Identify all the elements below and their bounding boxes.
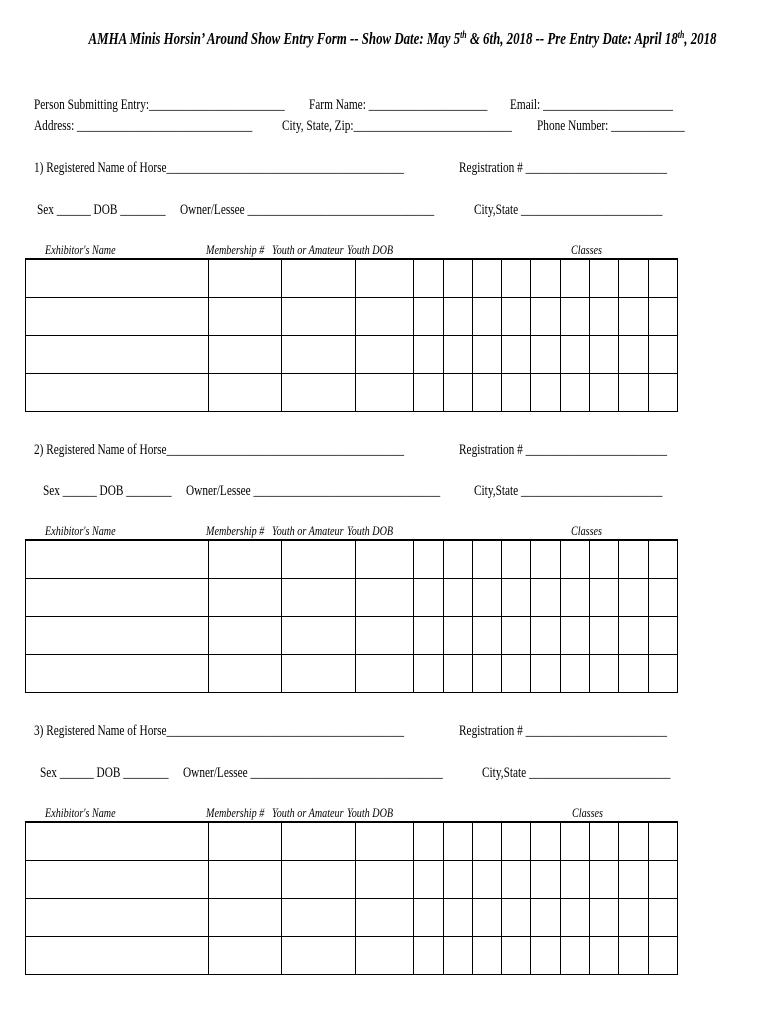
header-exhibitor-name: Exhibitor's Name: [45, 805, 116, 820]
table-row: [26, 259, 678, 298]
class-cell[interactable]: [414, 655, 443, 693]
class-cell[interactable]: [560, 822, 589, 861]
class-cell[interactable]: [648, 336, 677, 374]
class-cell[interactable]: [443, 861, 472, 899]
class-cell[interactable]: [502, 937, 531, 975]
class-cell[interactable]: [648, 655, 677, 693]
header-classes: Classes: [571, 242, 602, 257]
class-cell[interactable]: [619, 822, 648, 861]
class-cell[interactable]: [472, 861, 501, 899]
youth-dob-cell[interactable]: [355, 336, 414, 374]
class-cell[interactable]: [443, 540, 472, 579]
table-row: [26, 617, 678, 655]
header-classes: Classes: [571, 523, 602, 538]
table-row: [26, 861, 678, 899]
class-cell[interactable]: [590, 822, 619, 861]
class-cell[interactable]: [619, 259, 648, 298]
class-cell[interactable]: [590, 298, 619, 336]
class-cell[interactable]: [414, 822, 443, 861]
header-exhibitor-name: Exhibitor's Name: [45, 523, 116, 538]
sex-dob-field[interactable]: Sex ______ DOB ________: [43, 483, 172, 499]
class-cell[interactable]: [531, 298, 560, 336]
header-youth-amateur: Youth or Amateur: [272, 523, 344, 538]
class-cell[interactable]: [619, 336, 648, 374]
class-cell[interactable]: [443, 937, 472, 975]
table-row: [26, 298, 678, 336]
exhibitor-name-cell[interactable]: [26, 899, 209, 937]
class-cell[interactable]: [443, 259, 472, 298]
header-classes: Classes: [572, 805, 603, 820]
class-cell[interactable]: [531, 899, 560, 937]
class-cell[interactable]: [590, 259, 619, 298]
table-row: [26, 374, 678, 412]
class-cell[interactable]: [560, 937, 589, 975]
class-cell[interactable]: [414, 259, 443, 298]
class-cell[interactable]: [414, 336, 443, 374]
class-cell[interactable]: [531, 822, 560, 861]
class-cell[interactable]: [443, 336, 472, 374]
class-cell[interactable]: [590, 937, 619, 975]
class-cell[interactable]: [531, 540, 560, 579]
class-cell[interactable]: [502, 579, 531, 617]
youth-dob-cell[interactable]: [355, 822, 414, 861]
exhibitor-name-cell[interactable]: [26, 259, 209, 298]
class-cell[interactable]: [531, 617, 560, 655]
class-cell[interactable]: [502, 540, 531, 579]
membership-cell[interactable]: [209, 336, 282, 374]
sex-dob-field[interactable]: Sex ______ DOB ________: [37, 202, 166, 218]
membership-cell[interactable]: [209, 579, 282, 617]
class-cell[interactable]: [531, 937, 560, 975]
email-field[interactable]: Email: _______________________: [510, 97, 674, 113]
youth-amateur-cell[interactable]: [282, 259, 355, 298]
class-cell[interactable]: [619, 374, 648, 412]
owner-lessee-field[interactable]: Owner/Lessee __________________________________: [183, 765, 443, 781]
class-cell[interactable]: [472, 374, 501, 412]
youth-dob-cell[interactable]: [355, 937, 414, 975]
exhibitor-name-cell[interactable]: [26, 861, 209, 899]
youth-dob-cell[interactable]: [355, 259, 414, 298]
class-cell[interactable]: [502, 259, 531, 298]
class-cell[interactable]: [502, 822, 531, 861]
membership-cell[interactable]: [209, 861, 282, 899]
class-cell[interactable]: [648, 374, 677, 412]
youth-amateur-cell[interactable]: [282, 655, 355, 693]
youth-dob-cell[interactable]: [355, 655, 414, 693]
table-row: [26, 899, 678, 937]
class-cell[interactable]: [414, 861, 443, 899]
class-cell[interactable]: [560, 259, 589, 298]
class-cell[interactable]: [590, 861, 619, 899]
class-cell[interactable]: [414, 579, 443, 617]
class-cell[interactable]: [648, 579, 677, 617]
class-cell[interactable]: [502, 861, 531, 899]
owner-lessee-field[interactable]: Owner/Lessee _________________________________: [180, 202, 435, 218]
membership-cell[interactable]: [209, 259, 282, 298]
exhibitor-name-cell[interactable]: [26, 540, 209, 579]
membership-cell[interactable]: [209, 298, 282, 336]
youth-amateur-cell[interactable]: [282, 374, 355, 412]
class-cell[interactable]: [560, 298, 589, 336]
class-cell[interactable]: [502, 617, 531, 655]
city-state-zip-field[interactable]: City, State, Zip:____________________________: [282, 118, 512, 134]
exhibitor-name-cell[interactable]: [26, 937, 209, 975]
class-cell[interactable]: [502, 298, 531, 336]
class-cell[interactable]: [414, 937, 443, 975]
class-cell[interactable]: [414, 617, 443, 655]
class-cell[interactable]: [590, 374, 619, 412]
table-row: [26, 540, 678, 579]
header-youth-amateur: Youth or Amateur: [272, 242, 344, 257]
class-cell[interactable]: [648, 899, 677, 937]
youth-amateur-cell[interactable]: [282, 298, 355, 336]
youth-amateur-cell[interactable]: [282, 937, 355, 975]
youth-dob-cell[interactable]: [355, 374, 414, 412]
class-cell[interactable]: [590, 899, 619, 937]
class-cell[interactable]: [648, 937, 677, 975]
class-cell[interactable]: [619, 655, 648, 693]
exhibitor-name-cell[interactable]: [26, 336, 209, 374]
farm-name-field[interactable]: Farm Name: _____________________: [309, 97, 488, 113]
table-row: [26, 655, 678, 693]
registration-number-field[interactable]: Registration # _________________________: [459, 723, 667, 739]
class-cell[interactable]: [590, 540, 619, 579]
class-cell[interactable]: [619, 579, 648, 617]
registered-name-field[interactable]: 2) Registered Name of Horse__________________________________________: [34, 442, 405, 458]
header-membership: Membership #: [206, 523, 265, 538]
class-cell[interactable]: [648, 617, 677, 655]
exhibitor-table: [25, 821, 678, 975]
youth-amateur-cell[interactable]: [282, 579, 355, 617]
membership-cell[interactable]: [209, 822, 282, 861]
registration-number-field[interactable]: Registration # _________________________: [459, 442, 667, 458]
registered-name-field[interactable]: 3) Registered Name of Horse__________________________________________: [34, 723, 405, 739]
class-cell[interactable]: [472, 259, 501, 298]
class-cell[interactable]: [648, 861, 677, 899]
class-cell[interactable]: [560, 617, 589, 655]
class-cell[interactable]: [443, 374, 472, 412]
class-cell[interactable]: [443, 655, 472, 693]
exhibitor-table: [25, 258, 678, 412]
class-cell[interactable]: [560, 374, 589, 412]
class-cell[interactable]: [443, 899, 472, 937]
exhibitor-table: [25, 539, 678, 693]
table-row: [26, 336, 678, 374]
class-cell[interactable]: [590, 579, 619, 617]
header-membership: Membership #: [206, 805, 265, 820]
exhibitor-name-cell[interactable]: [26, 579, 209, 617]
class-cell[interactable]: [590, 617, 619, 655]
class-cell[interactable]: [472, 937, 501, 975]
youth-dob-cell[interactable]: [355, 540, 414, 579]
class-cell[interactable]: [560, 899, 589, 937]
youth-dob-cell[interactable]: [355, 617, 414, 655]
class-cell[interactable]: [560, 579, 589, 617]
class-cell[interactable]: [619, 861, 648, 899]
class-cell[interactable]: [590, 336, 619, 374]
class-cell[interactable]: [531, 374, 560, 412]
youth-amateur-cell[interactable]: [282, 861, 355, 899]
sex-dob-field[interactable]: Sex ______ DOB ________: [40, 765, 169, 781]
class-cell[interactable]: [619, 617, 648, 655]
class-cell[interactable]: [472, 336, 501, 374]
table-row: [26, 579, 678, 617]
phone-number-field[interactable]: Phone Number: _____________: [537, 118, 685, 134]
membership-cell[interactable]: [209, 937, 282, 975]
class-cell[interactable]: [414, 899, 443, 937]
class-cell[interactable]: [414, 298, 443, 336]
address-field[interactable]: Address: _______________________________: [34, 118, 253, 134]
youth-amateur-cell[interactable]: [282, 336, 355, 374]
class-cell[interactable]: [531, 579, 560, 617]
youth-amateur-cell[interactable]: [282, 899, 355, 937]
class-cell[interactable]: [472, 298, 501, 336]
table-row: [26, 937, 678, 975]
header-membership: Membership #: [206, 242, 265, 257]
class-cell[interactable]: [560, 336, 589, 374]
registration-number-field[interactable]: Registration # _________________________: [459, 160, 667, 176]
class-cell[interactable]: [443, 298, 472, 336]
person-submitting-field[interactable]: Person Submitting Entry:________________________: [34, 97, 285, 113]
class-cell[interactable]: [560, 861, 589, 899]
youth-dob-cell[interactable]: [355, 298, 414, 336]
class-cell[interactable]: [531, 336, 560, 374]
class-cell[interactable]: [443, 579, 472, 617]
class-cell[interactable]: [443, 822, 472, 861]
owner-lessee-field[interactable]: Owner/Lessee _________________________________: [186, 483, 441, 499]
class-cell[interactable]: [502, 374, 531, 412]
youth-amateur-cell[interactable]: [282, 540, 355, 579]
youth-dob-cell[interactable]: [355, 861, 414, 899]
header-youth-dob: Youth DOB: [347, 805, 394, 820]
membership-cell[interactable]: [209, 655, 282, 693]
class-cell[interactable]: [590, 655, 619, 693]
header-exhibitor-name: Exhibitor's Name: [45, 242, 116, 257]
youth-dob-cell[interactable]: [355, 899, 414, 937]
exhibitor-name-cell[interactable]: [26, 655, 209, 693]
class-cell[interactable]: [472, 655, 501, 693]
membership-cell[interactable]: [209, 540, 282, 579]
header-youth-dob: Youth DOB: [347, 523, 394, 538]
class-cell[interactable]: [443, 617, 472, 655]
class-cell[interactable]: [560, 540, 589, 579]
class-cell[interactable]: [648, 822, 677, 861]
class-cell[interactable]: [648, 259, 677, 298]
class-cell[interactable]: [619, 899, 648, 937]
city-state-field[interactable]: City,State _________________________: [474, 202, 663, 218]
table-row: [26, 822, 678, 861]
header-youth-dob: Youth DOB: [347, 242, 394, 257]
class-cell[interactable]: [472, 822, 501, 861]
class-cell[interactable]: [472, 579, 501, 617]
class-cell[interactable]: [560, 655, 589, 693]
class-cell[interactable]: [648, 540, 677, 579]
youth-dob-cell[interactable]: [355, 579, 414, 617]
membership-cell[interactable]: [209, 899, 282, 937]
class-cell[interactable]: [414, 540, 443, 579]
exhibitor-name-cell[interactable]: [26, 617, 209, 655]
class-cell[interactable]: [619, 937, 648, 975]
class-cell[interactable]: [502, 655, 531, 693]
class-cell[interactable]: [502, 899, 531, 937]
header-youth-amateur: Youth or Amateur: [272, 805, 344, 820]
youth-amateur-cell[interactable]: [282, 822, 355, 861]
exhibitor-name-cell[interactable]: [26, 374, 209, 412]
class-cell[interactable]: [472, 617, 501, 655]
membership-cell[interactable]: [209, 374, 282, 412]
class-cell[interactable]: [531, 861, 560, 899]
exhibitor-name-cell[interactable]: [26, 298, 209, 336]
registered-name-field[interactable]: 1) Registered Name of Horse__________________________________________: [34, 160, 405, 176]
membership-cell[interactable]: [209, 617, 282, 655]
class-cell[interactable]: [531, 655, 560, 693]
class-cell[interactable]: [472, 899, 501, 937]
class-cell[interactable]: [502, 336, 531, 374]
class-cell[interactable]: [531, 259, 560, 298]
exhibitor-name-cell[interactable]: [26, 822, 209, 861]
class-cell[interactable]: [472, 540, 501, 579]
form-title: AMHA Minis Horsin’ Around Show Entry Form -- Show Date: May 5th & 6th, 2018 -- Pre Entry Date: April 18th, 2018: [88, 29, 717, 48]
class-cell[interactable]: [619, 298, 648, 336]
class-cell[interactable]: [619, 540, 648, 579]
class-cell[interactable]: [648, 298, 677, 336]
city-state-field[interactable]: City,State _________________________: [482, 765, 671, 781]
youth-amateur-cell[interactable]: [282, 617, 355, 655]
city-state-field[interactable]: City,State _________________________: [474, 483, 663, 499]
class-cell[interactable]: [414, 374, 443, 412]
